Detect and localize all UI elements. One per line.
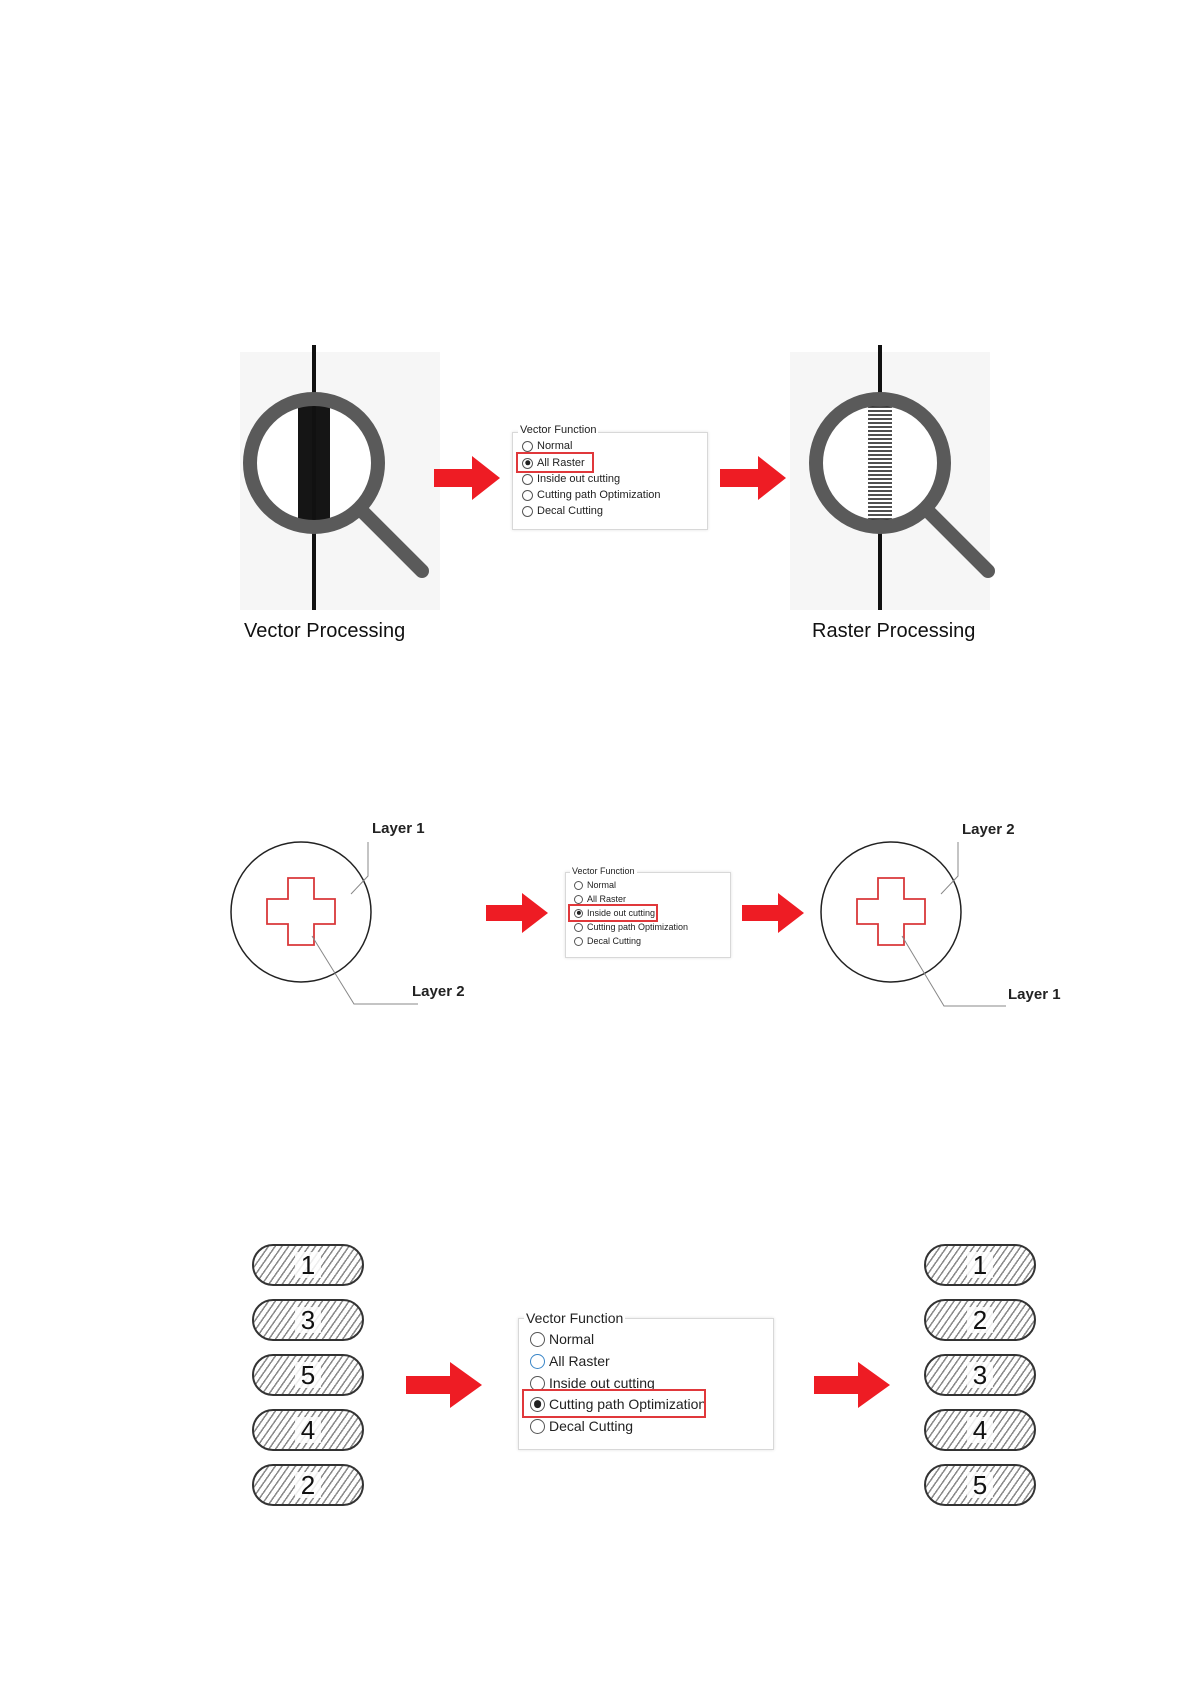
radio-icon[interactable] [522,490,533,501]
vector-function-title: Vector Function [520,424,597,436]
layer-label-top-right: Layer 2 [962,821,1015,838]
order-pill: 4 [924,1409,1036,1451]
selection-highlight [568,904,658,922]
radio-icon[interactable] [530,1332,545,1347]
radio-option-normal[interactable]: Normal [530,1331,594,1347]
order-pill: 5 [252,1354,364,1396]
radio-icon[interactable] [574,937,583,946]
radio-option-all-raster[interactable]: All Raster [574,894,626,904]
order-pill: 3 [252,1299,364,1341]
arrow-right-icon [742,893,804,933]
radio-option-cutting-path[interactable]: Cutting path Optimization [530,1396,706,1412]
radio-option-normal[interactable]: Normal [574,880,616,890]
layer-label-top-left: Layer 1 [372,820,425,837]
layer-circle-right [818,840,1068,1010]
selection-highlight [522,1389,706,1418]
radio-option-decal[interactable]: Decal Cutting [574,936,641,946]
magnifier-vector-icon [240,345,440,610]
vector-raster-diagram [0,0,1191,680]
order-pill: 4 [252,1409,364,1451]
radio-icon[interactable] [522,474,533,485]
selection-highlight [516,452,594,473]
radio-icon[interactable] [530,1419,545,1434]
order-pill: 3 [924,1354,1036,1396]
arrow-right-icon [814,1362,890,1408]
radio-option-inside-out[interactable]: Inside out cutting [522,473,620,485]
order-pill: 2 [252,1464,364,1506]
arrow-right-icon [486,893,548,933]
radio-option-decal[interactable]: Decal Cutting [522,505,603,517]
radio-option-all-raster[interactable]: All Raster [522,457,585,469]
arrow-right-icon [720,456,786,500]
radio-icon[interactable] [522,441,533,452]
radio-icon[interactable] [530,1354,545,1369]
radio-icon[interactable] [574,923,583,932]
inside-out-cutting-diagram [0,780,1191,1040]
magnifier-raster-icon [806,345,1006,610]
vector-function-title: Vector Function [526,1310,624,1326]
arrow-right-icon [406,1362,482,1408]
radio-icon[interactable] [574,895,583,904]
order-pill: 5 [924,1464,1036,1506]
order-pill: 1 [252,1244,364,1286]
layer-label-bottom-left: Layer 2 [412,983,465,1000]
order-pill: 1 [924,1244,1036,1286]
radio-option-inside-out[interactable]: Inside out cutting [530,1375,655,1391]
vector-processing-caption: Vector Processing [244,620,406,642]
radio-option-all-raster[interactable]: All Raster [530,1353,610,1369]
cutting-path-optimization-diagram [0,1220,1191,1520]
radio-option-decal[interactable]: Decal Cutting [530,1418,633,1434]
order-pill: 2 [924,1299,1036,1341]
radio-icon[interactable] [522,506,533,517]
radio-option-cutting-path[interactable]: Cutting path Optimization [522,489,661,501]
arrow-right-icon [434,456,500,500]
radio-option-cutting-path[interactable]: Cutting path Optimization [574,922,688,932]
radio-icon[interactable] [574,881,583,890]
radio-option-normal[interactable]: Normal [522,440,572,452]
vector-function-title: Vector Function [572,866,635,876]
layer-label-bottom-right: Layer 1 [1008,986,1061,1003]
raster-processing-caption: Raster Processing [812,620,976,642]
radio-option-inside-out[interactable]: Inside out cutting [574,908,655,918]
